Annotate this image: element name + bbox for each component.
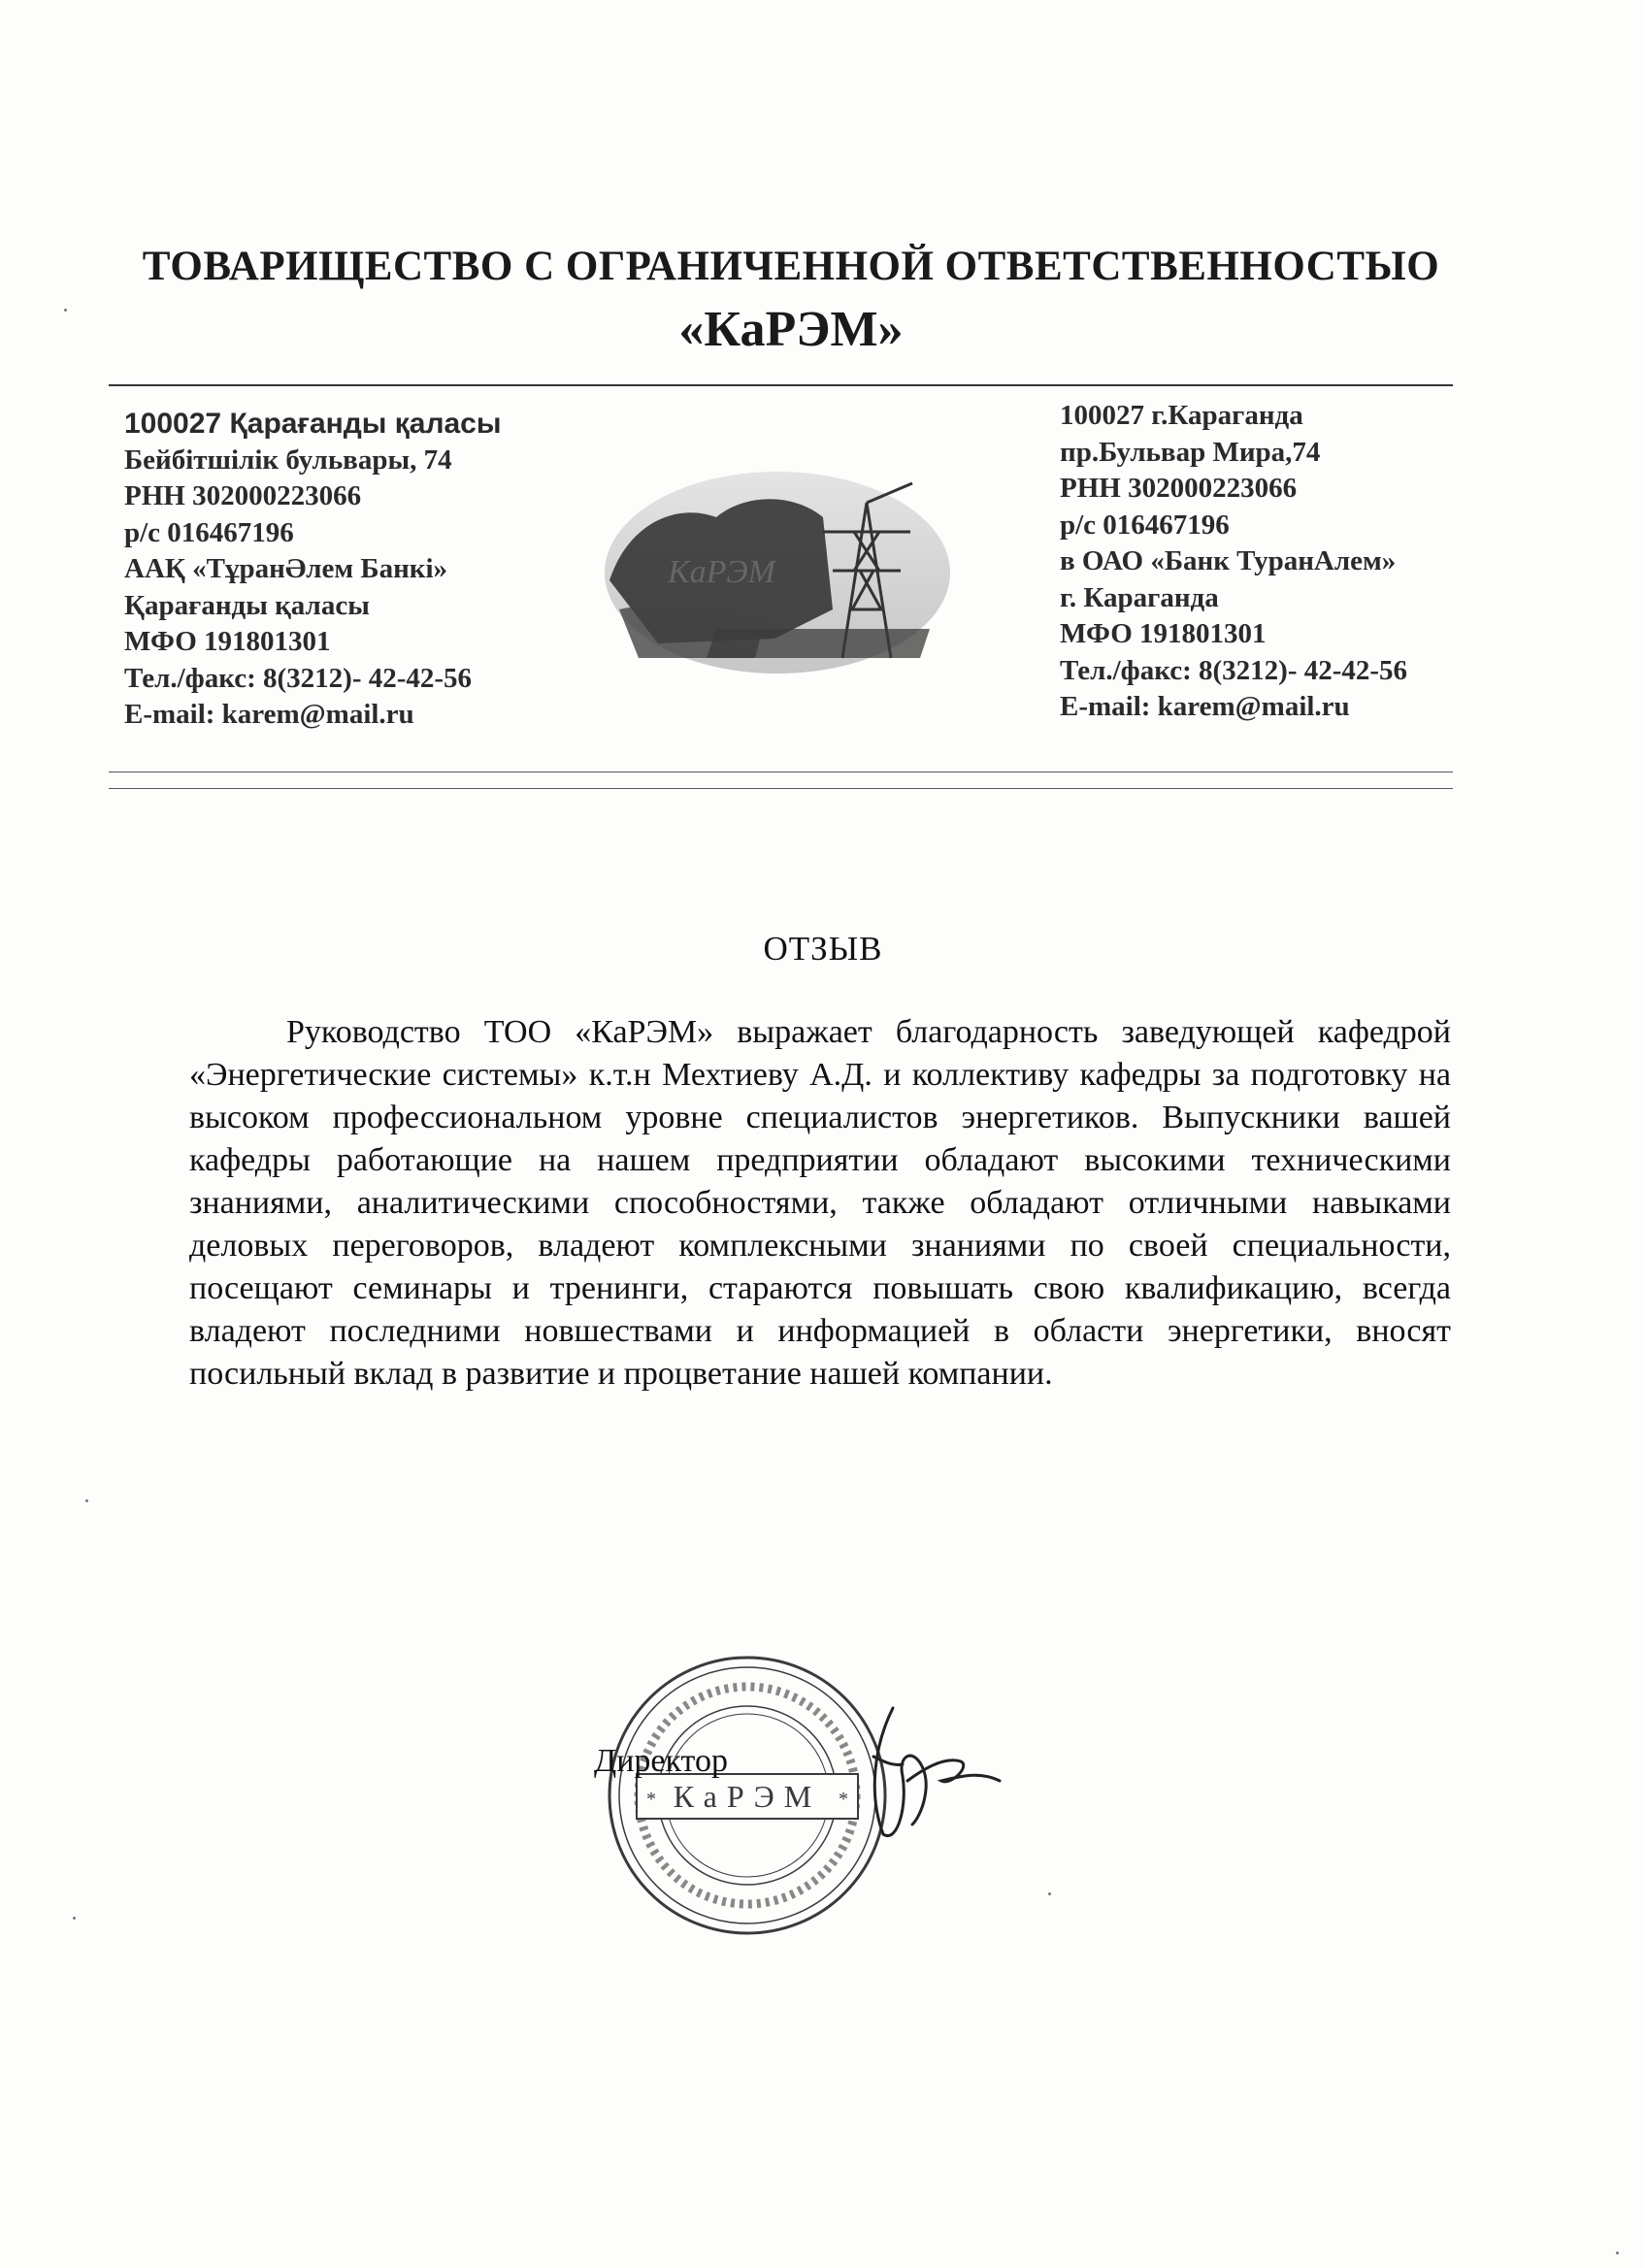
address-kz-line: Қарағанды қаласы xyxy=(124,589,370,621)
address-ru-line: МФО 191801301 xyxy=(1060,618,1267,649)
address-kz-line: МФО 191801301 xyxy=(124,626,331,657)
address-ru-line: 100027 г.Караганда xyxy=(1060,400,1303,431)
header-bottom-rule-2 xyxy=(109,788,1453,789)
address-kz-line: E-mail: karem@mail.ru xyxy=(124,699,414,730)
address-ru-line: пр.Бульвар Мира,74 xyxy=(1060,436,1321,468)
address-kz-line: Бейбітшілік бульвары, 74 xyxy=(124,444,452,476)
address-block-kz xyxy=(124,406,502,734)
address-block-ru xyxy=(1060,398,1407,726)
address-ru-line: в ОАО «Банк ТуранАлем» xyxy=(1060,545,1397,576)
address-ru-line: РНН 302000223066 xyxy=(1060,473,1298,504)
address-kz-line: р/с 016467196 xyxy=(124,516,294,548)
logo-text: КаРЭМ xyxy=(668,554,775,590)
address-ru-line: Тел./факс: 8(3212)- 42-42-56 xyxy=(1060,654,1408,686)
svg-text:*: * xyxy=(839,1789,848,1810)
address-kz-line: РНН 302000223066 xyxy=(124,480,362,511)
document-title: ОТЗЫВ xyxy=(763,930,883,968)
svg-text:*: * xyxy=(646,1789,656,1810)
org-legal-form: ТОВАРИЩЕСТВО С ОГРАНИЧЕННОЙ ОТВЕТСТВЕННОСТЫО xyxy=(142,244,1440,289)
handwritten-signature xyxy=(854,1689,1009,1854)
org-name: «КаРЭМ» xyxy=(678,302,904,357)
scan-speck xyxy=(1616,2252,1619,2254)
address-kz-line: ААҚ «ТұранӘлем Банкі» xyxy=(124,553,448,584)
scan-speck xyxy=(73,1917,76,1920)
scan-speck xyxy=(85,1499,88,1502)
company-logo-image xyxy=(600,464,955,677)
header-top-rule xyxy=(109,384,1453,386)
stamp-center-text: КаРЭМ xyxy=(673,1779,822,1814)
address-ru-line: р/с 016467196 xyxy=(1060,509,1230,541)
address-kz-line: Тел./факс: 8(3212)- 42-42-56 xyxy=(124,662,473,694)
scan-speck xyxy=(64,309,67,312)
document-body: Руководство ТОО «КаРЭМ» выражает благодарность заведующей кафедрой «Энергетические системы» к.т.н Мехтиеву А.Д. и коллективу кафедры за подготовку на высоком профессиональном уровне специалистов энергетиков. Выпускники вашей кафедры работающие на нашем предприятии обладают высокими техническими знаниями, аналитическими способностями, также обладают отличными навыками деловых переговоров, владеют комплексными знаниями по своей специальности, посещают семинары и тренинги, стараются повышать свою квалификацию, всегда владеют последними новшествами и информацией в области энергетики, вносят посильный вклад в развитие и процветание нашей компании. xyxy=(189,1014,1451,1392)
scan-speck xyxy=(1048,1892,1051,1895)
round-seal-stamp xyxy=(602,1650,893,1941)
address-ru-line: г. Караганда xyxy=(1060,581,1219,613)
address-kz-line: 100027 Қарағанды қаласы xyxy=(124,408,502,440)
director-label: Директор xyxy=(594,1743,728,1779)
address-ru-line: E-mail: karem@mail.ru xyxy=(1060,691,1350,722)
